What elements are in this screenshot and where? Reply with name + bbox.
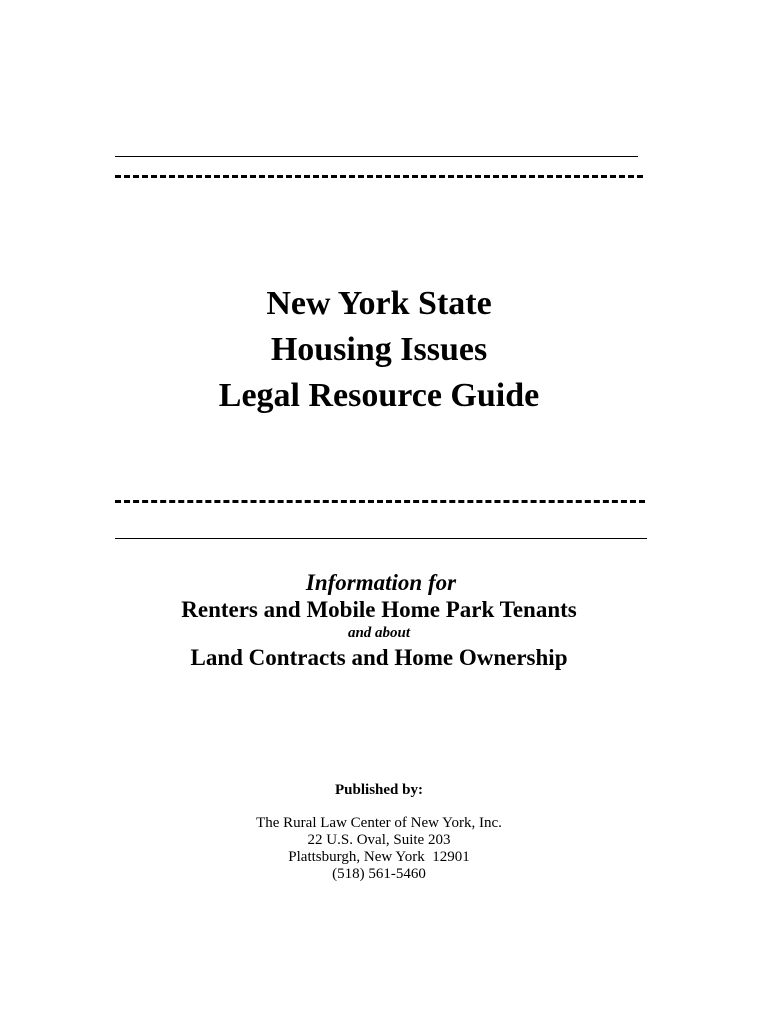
info-intro-text: Information for: [305, 570, 457, 595]
document-title: [0, 281, 770, 419]
info-audience: [0, 597, 770, 623]
title-line-2: Housing Issues: [270, 331, 488, 368]
published-by-text: Published by:: [335, 782, 423, 798]
publisher-address: [0, 815, 770, 883]
published-by-label: [0, 780, 770, 800]
publisher-phone: (518) 561-5460: [332, 866, 426, 882]
top-dashed-rule: [115, 175, 643, 178]
info-topics: [0, 645, 770, 671]
info-audience-text: Renters and Mobile Home Park Tenants: [181, 597, 577, 622]
publisher-city: Plattsburgh, New York 12901: [288, 849, 470, 865]
publisher-name: The Rural Law Center of New York, Inc.: [256, 815, 502, 831]
title-line-1: New York State: [266, 285, 492, 322]
info-intro: [0, 570, 770, 596]
top-solid-rule: [115, 156, 638, 157]
publisher-street: 22 U.S. Oval, Suite 203: [307, 832, 451, 848]
info-topics-text: Land Contracts and Home Ownership: [190, 645, 568, 670]
middle-dashed-rule: [115, 500, 645, 503]
title-line-3: Legal Resource Guide: [218, 377, 540, 414]
info-connector: [0, 623, 770, 643]
middle-solid-rule: [115, 538, 647, 539]
info-connector-text: and about: [347, 625, 411, 641]
